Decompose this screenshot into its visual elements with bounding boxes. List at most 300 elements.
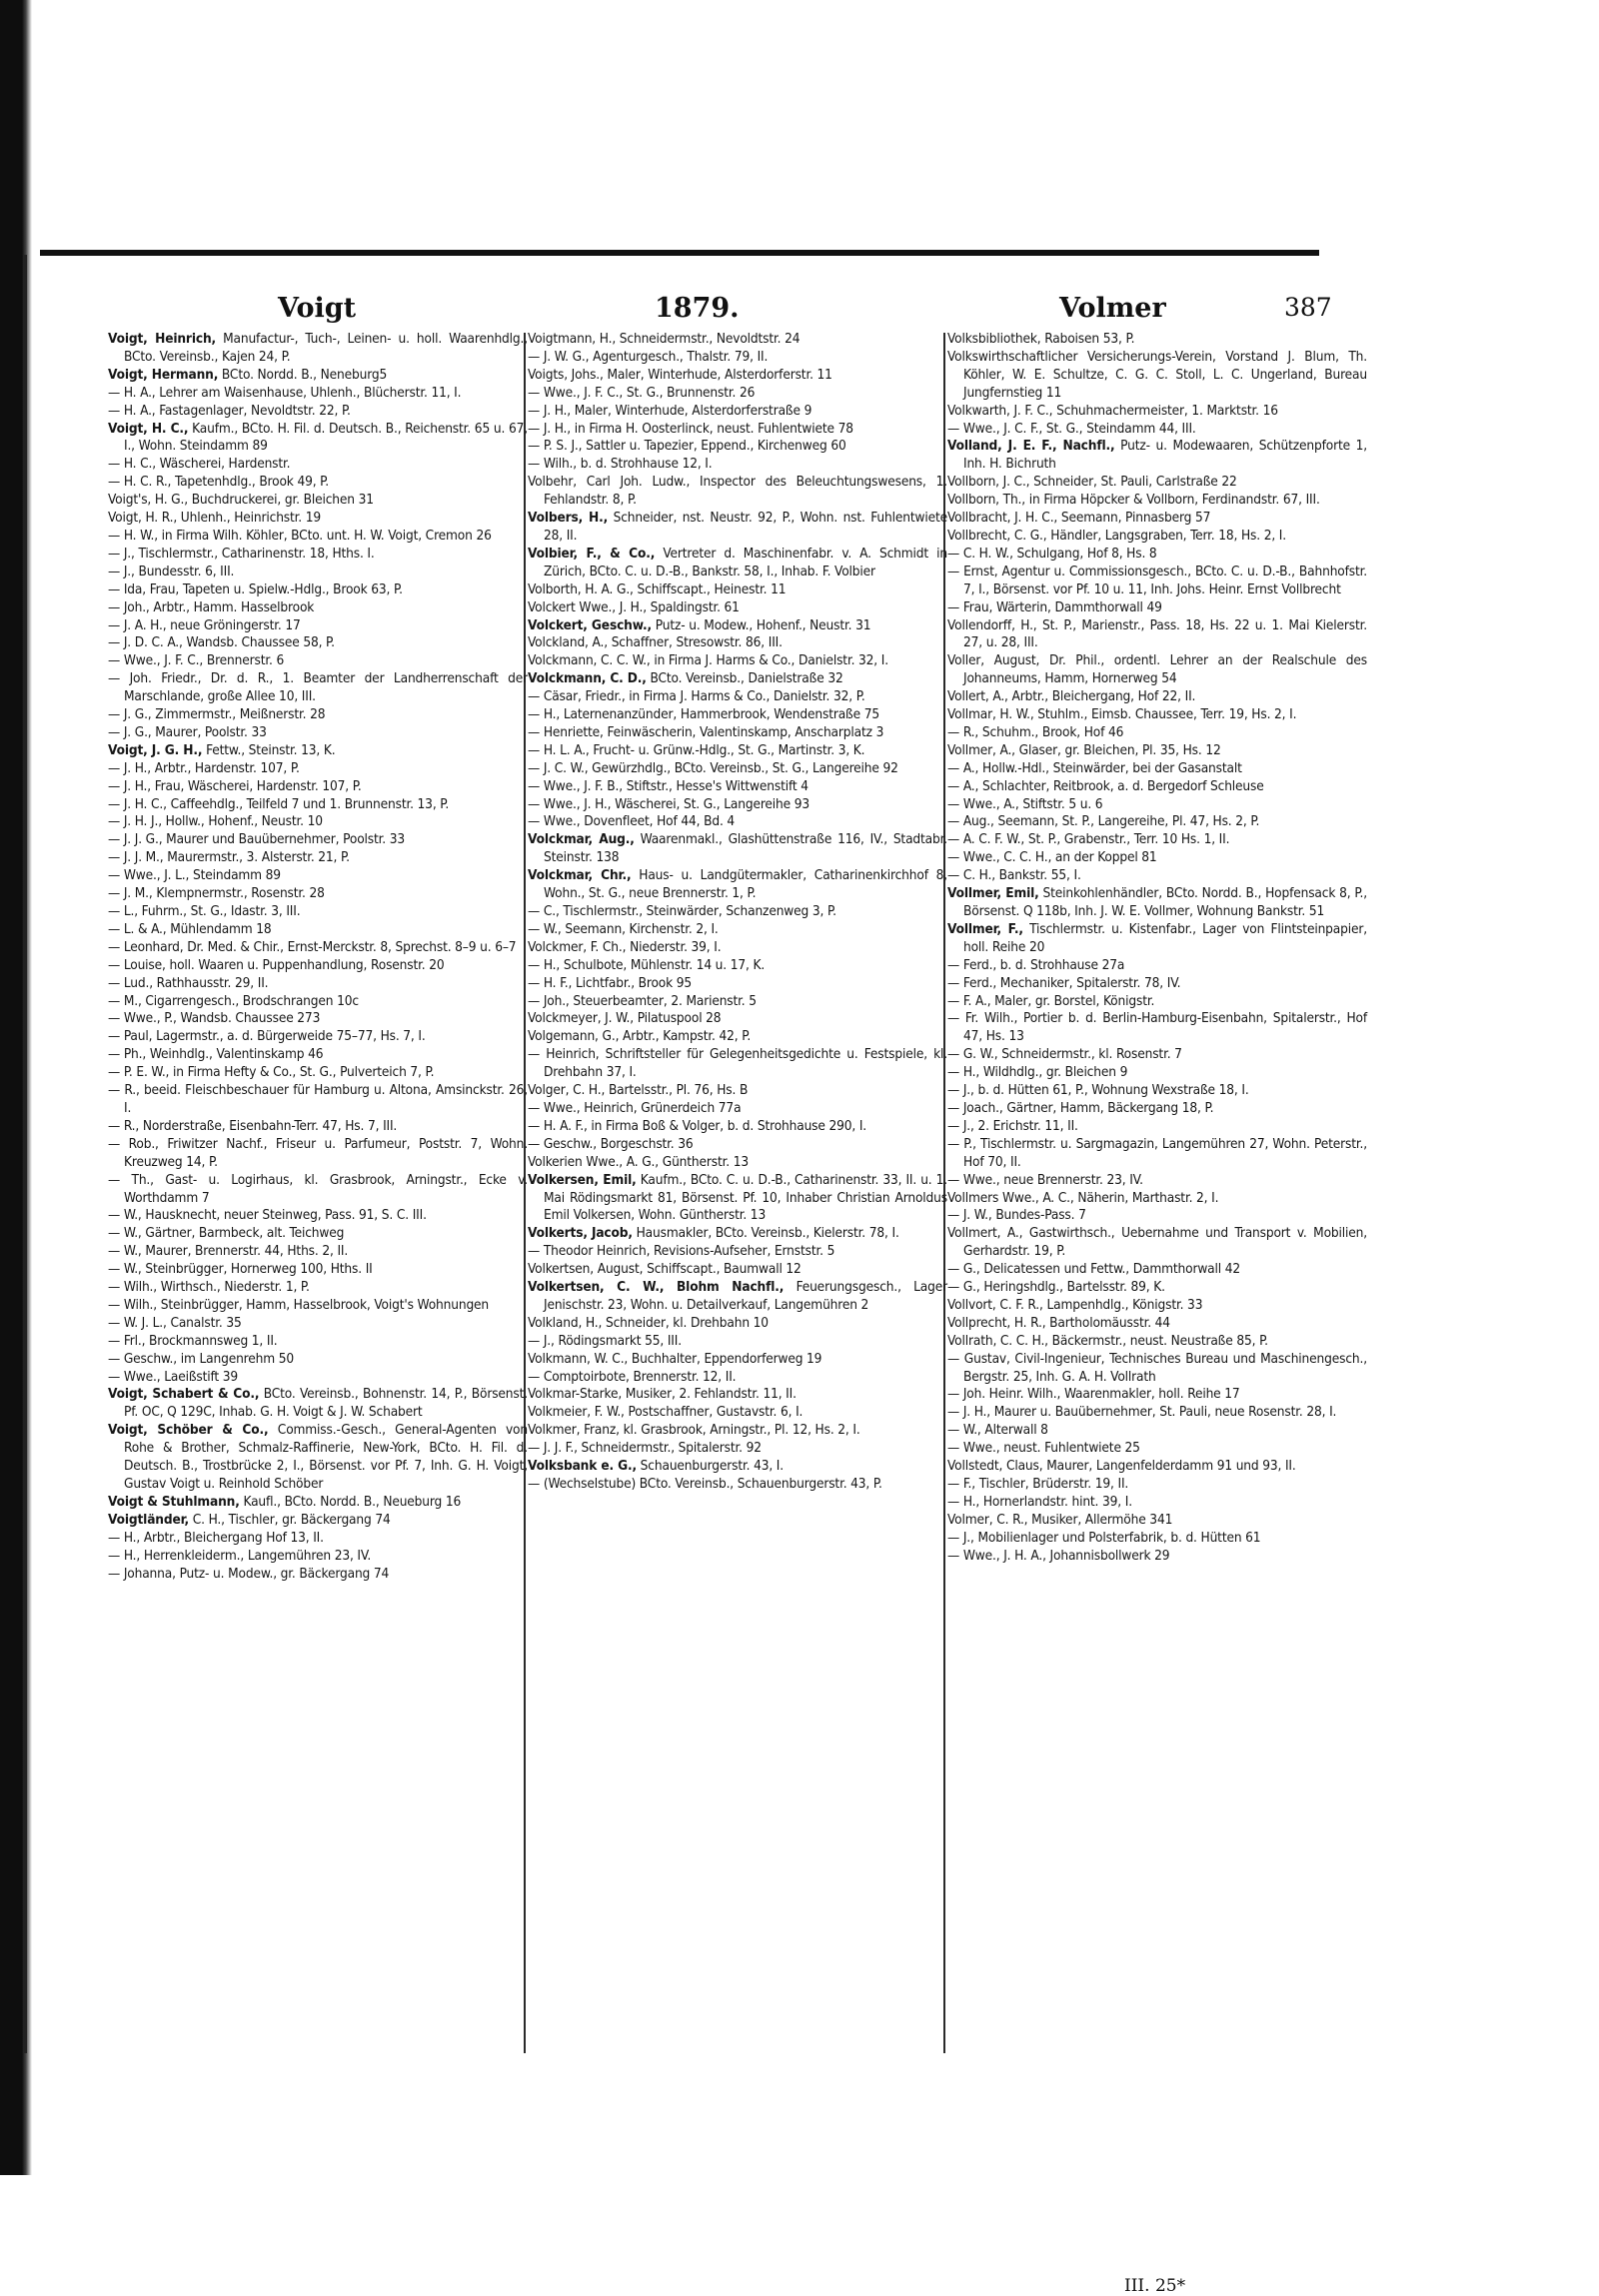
- entry-text: — Joach., Gärtner, Hamm, Bäckergang 18, P.: [947, 1099, 1214, 1116]
- entry-text: Volkmeier, F. W., Postschaffner, Gustavstr. 6, I.: [528, 1404, 803, 1421]
- entry-text: Kaufm., BCto. H. Fil. d. Deutsch. B., Reichenstr. 65 u. 67, I., Wohn. Steindamm 89: [124, 420, 528, 455]
- entry-text: Voigts, Johs., Maler, Winterhude, Alsterdorferstr. 11: [528, 366, 832, 383]
- entry-text: — Wwe., C. C. H., an der Koppel 81: [947, 849, 1157, 866]
- entry-text: — Geschw., Borgeschstr. 36: [528, 1135, 694, 1152]
- entry-text: C. H., Tischler, gr. Bäckergang 74: [189, 1511, 391, 1528]
- entry-text: — Wwe., J. H., Wäscherei, St. G., Langereihe 93: [528, 795, 810, 812]
- entry-name: Vollmer, F.,: [947, 920, 1023, 937]
- directory-entry: [108, 1046, 528, 1064]
- entry-text: BCto. Nordd. B., Neneburg5: [218, 366, 388, 383]
- directory-entry: [108, 1386, 528, 1422]
- entry-text: Hausmakler, BCto. Vereinsb., Kielerstr. 78, I.: [632, 1225, 899, 1242]
- directory-entry: [528, 1261, 947, 1279]
- directory-entry: [528, 599, 947, 617]
- directory-entry: [108, 831, 528, 849]
- directory-entry: [108, 1333, 528, 1351]
- entry-text: — J. H., Maler, Winterhude, Alsterdorferstraße 9: [528, 402, 812, 419]
- directory-entry: [947, 1422, 1367, 1440]
- entry-text: — H., Hornerlandstr. hint. 39, I.: [947, 1493, 1132, 1510]
- directory-entry: [947, 403, 1367, 421]
- entry-name: Voigt, Schabert & Co.,: [108, 1386, 260, 1403]
- directory-entry: [947, 546, 1367, 564]
- entry-text: — Joh., Arbtr., Hamm. Hasselbrook: [108, 598, 315, 615]
- directory-entry: [528, 1315, 947, 1333]
- entry-text: — P. S. J., Sattler u. Tapezier, Eppend., Kirchenweg 60: [528, 438, 846, 455]
- directory-page: [40, 258, 1554, 2296]
- entry-text: — Wwe., Heinrich, Grünerdeich 77a: [528, 1099, 742, 1116]
- directory-entry: [528, 367, 947, 385]
- entry-text: Volkmar-Starke, Musiker, 2. Fehlandstr. 11, II.: [528, 1386, 797, 1403]
- directory-entry: [528, 1351, 947, 1369]
- entry-name: Volbers, H.,: [528, 510, 609, 527]
- entry-text: — J. C. W., Gewürzhdlg., BCto. Vereinsb., St. G., Langereihe 92: [528, 759, 898, 776]
- directory-entry: [528, 546, 947, 581]
- directory-entry: [108, 796, 528, 814]
- directory-entry: [108, 331, 528, 367]
- directory-entry: [108, 403, 528, 421]
- entry-text: — J., Rödingsmarkt 55, III.: [528, 1332, 682, 1349]
- directory-entry: [947, 1440, 1367, 1458]
- entry-text: Voigtmann, H., Schneidermstr., Nevoldtstr. 24: [528, 331, 800, 347]
- directory-entry: [528, 1440, 947, 1458]
- entry-text: — Aug., Seemann, St. P., Langereihe, Pl. 47, Hs. 2, P.: [947, 813, 1260, 830]
- entry-text: — P., Tischlermstr. u. Sargmagazin, Langemühren 27, Wohn. Peterstr., Hof 70, II.: [947, 1135, 1367, 1170]
- directory-entry: [108, 742, 528, 760]
- entry-text: Volkmann, W. C., Buchhalter, Eppendorferweg 19: [528, 1350, 822, 1367]
- entry-text: — J., Mobilienlager und Polsterfabrik, b. d. Hütten 61: [947, 1529, 1261, 1546]
- entry-text: — Joh. Heinr. Wilh., Waarenmakler, holl. Reihe 17: [947, 1386, 1240, 1403]
- entry-text: — Wwe., J. F. C., St. G., Brunnenstr. 26: [528, 384, 756, 401]
- header-year: 1879.: [655, 293, 740, 324]
- entry-text: — H., Arbtr., Bleichergang Hof 13, II.: [108, 1529, 324, 1546]
- directory-entry: [947, 349, 1367, 403]
- directory-entry: [528, 581, 947, 599]
- entry-text: — Comptoirbote, Brennerstr. 12, II.: [528, 1368, 737, 1385]
- entry-text: — J., b. d. Hütten 61, P., Wohnung Wexstraße 18, I.: [947, 1082, 1249, 1099]
- entry-text: — J. J. G., Maurer und Bauübernehmer, Poolstr. 33: [108, 831, 405, 848]
- entry-name: Volkersen, Emil,: [528, 1171, 637, 1188]
- running-header: [40, 293, 1332, 333]
- directory-entry: [947, 1118, 1367, 1136]
- directory-entry: [108, 1297, 528, 1315]
- entry-text: Haus- u. Landgütermakler, Catharinenkirchhof 8, Wohn., St. G., neue Brennerstr. 1, P.: [544, 867, 947, 902]
- entry-text: — J., Tischlermstr., Catharinenstr. 18, Hths. I.: [108, 545, 375, 562]
- signature-mark: III. 25*: [1124, 2276, 1186, 2296]
- entry-text: — H. F., Lichtfabr., Brook 95: [528, 974, 693, 991]
- directory-entry: [947, 652, 1367, 688]
- directory-entry: [947, 921, 1367, 957]
- entry-text: — W., Hausknecht, neuer Steinweg, Pass. 91, S. C. III.: [108, 1207, 427, 1224]
- page-number: 387: [1284, 293, 1332, 322]
- entry-text: — H. L. A., Frucht- u. Grünw.-Hdlg., St. G., Martinstr. 3, K.: [528, 741, 865, 758]
- directory-entry: [108, 564, 528, 581]
- directory-entry: [947, 564, 1367, 599]
- directory-entry: [108, 510, 528, 528]
- entry-text: — H., Wildhdlg., gr. Bleichen 9: [947, 1064, 1128, 1081]
- entry-text: — Wwe., J. F. C., Brennerstr. 6: [108, 652, 285, 669]
- directory-entry: [947, 1261, 1367, 1279]
- entry-text: Schauenburgerstr. 43, I.: [636, 1458, 784, 1475]
- entry-text: — R., Schuhm., Brook, Hof 46: [947, 723, 1124, 740]
- entry-text: — G., Heringshdlg., Bartelsstr. 89, K.: [947, 1279, 1165, 1296]
- entry-text: — Joh. Friedr., Dr. d. R., 1. Beamter der Landherrenschaft der Marschlande, große Allee 10, III.: [108, 670, 528, 705]
- directory-entry: [947, 1404, 1367, 1422]
- entry-text: Volmer, C. R., Musiker, Allermöhe 341: [947, 1511, 1173, 1528]
- directory-entry: [947, 1190, 1367, 1208]
- entry-text: — A., Hollw.-Hdl., Steinwärder, bei der Gasanstalt: [947, 759, 1242, 776]
- directory-entry: [108, 1082, 528, 1118]
- entry-text: — Wwe., neust. Fuhlentwiete 25: [947, 1440, 1140, 1457]
- entry-name: Volbier, F., & Co.,: [528, 545, 656, 562]
- entry-text: Volksbibliothek, Raboisen 53, P.: [947, 331, 1135, 347]
- directory-entry: [108, 670, 528, 706]
- directory-entry: [947, 1351, 1367, 1387]
- directory-entry: [947, 688, 1367, 706]
- entry-text: Tischlermstr. u. Kistenfabr., Lager von Flintsteinpapier, holl. Reihe 20: [963, 920, 1367, 955]
- directory-entry: [947, 742, 1367, 760]
- directory-entry: [528, 831, 947, 867]
- directory-entry: [528, 331, 947, 349]
- directory-entry: [528, 760, 947, 778]
- entry-text: — H. A., Fastagenlager, Nevoldtstr. 22, P.: [108, 402, 351, 419]
- directory-entry: [528, 1172, 947, 1226]
- directory-entry: [947, 1315, 1367, 1333]
- entry-text: — G., Delicatessen und Fettw., Dammthorwall 42: [947, 1261, 1241, 1278]
- entry-text: — J., Bundesstr. 6, III.: [108, 563, 235, 579]
- directory-entry: [108, 921, 528, 939]
- entry-text: Fettw., Steinstr. 13, K.: [202, 741, 336, 758]
- directory-entry: [528, 796, 947, 814]
- directory-entry: [947, 724, 1367, 742]
- directory-entry: [108, 760, 528, 778]
- entry-text: — L., Fuhrm., St. G., Idastr. 3, III.: [108, 903, 301, 919]
- entry-text: — J. H., Maurer u. Bauübernehmer, St. Pauli, neue Rosenstr. 28, I.: [947, 1404, 1337, 1421]
- column-1: [108, 331, 528, 1583]
- directory-entry: [108, 1315, 528, 1333]
- entry-text: — Cäsar, Friedr., in Firma J. Harms & Co., Danielstr. 32, P.: [528, 688, 865, 705]
- directory-entry: [108, 456, 528, 474]
- entry-text: — H. C., Wäscherei, Hardenstr.: [108, 456, 291, 473]
- directory-entry: [528, 421, 947, 439]
- entry-name: Vollmer, Emil,: [947, 885, 1039, 902]
- entry-text: Commiss.-Gesch., General-Agenten von Rohe & Brother, Schmalz-Raffinerie, New-York, BCto. H. Fil. d. Deutsch. B., Trostbrücke 2, I., Börsenst. vor Pf. 7, Inh. G. H. Voigt, Gustav Voigt u. Reinhold Schöber: [124, 1422, 528, 1492]
- directory-entry: [108, 492, 528, 510]
- directory-entry: [108, 385, 528, 403]
- directory-entry: [108, 634, 528, 652]
- entry-name: Voigt, J. G. H.,: [108, 741, 203, 758]
- entry-text: — Fr. Wilh., Portier b. d. Berlin-Hamburg-Eisenbahn, Spitalerstr., Hof 47, Hs. 13: [947, 1010, 1367, 1045]
- directory-entry: [108, 1548, 528, 1566]
- directory-entry: [528, 688, 947, 706]
- directory-entry: [528, 867, 947, 903]
- entry-text: Vollendorff, H., St. P., Marienstr., Pass. 18, Hs. 22 u. 1. Mai Kielerstr. 27, u. 28, III.: [947, 616, 1367, 651]
- directory-entry: [108, 1136, 528, 1172]
- entry-text: — H., Herrenkleiderm., Langemühren 23, IV.: [108, 1547, 372, 1564]
- directory-entry: [108, 885, 528, 903]
- entry-text: — J. G., Zimmermstr., Meißnerstr. 28: [108, 706, 326, 723]
- directory-entry: [528, 1369, 947, 1387]
- entry-text: Vollert, A., Arbtr., Bleichergang, Hof 22, II.: [947, 688, 1196, 705]
- directory-entry: [947, 1172, 1367, 1190]
- directory-entry: [528, 903, 947, 921]
- entry-text: — C. H. W., Schulgang, Hof 8, Hs. 8: [947, 545, 1157, 562]
- entry-text: — Wwe., neue Brennerstr. 23, IV.: [947, 1171, 1143, 1188]
- entry-text: — H., Laternenanzünder, Hammerbrook, Wendenstraße 75: [528, 706, 879, 723]
- directory-entry: [528, 1279, 947, 1315]
- entry-text: Vertreter d. Maschinenfabr. v. A. Schmidt in Zürich, BCto. C. u. D.-B., Bankstr. 58, I., Inhab. F. Volbier: [544, 545, 947, 579]
- entry-text: Volckmer, F. Ch., Niederstr. 39, I.: [528, 938, 722, 955]
- entry-name: Volland, J. E. F., Nachfl.,: [947, 438, 1115, 455]
- directory-entry: [108, 975, 528, 993]
- directory-entry: [947, 599, 1367, 617]
- entry-text: — W., Steinbrügger, Hornerweg 100, Hths. II: [108, 1261, 373, 1278]
- directory-entry: [108, 1172, 528, 1208]
- directory-entry: [108, 724, 528, 742]
- entry-text: — Paul, Lagermstr., a. d. Bürgerweide 75–77, Hs. 7, I.: [108, 1028, 426, 1045]
- entry-text: — L. & A., Mühlendamm 18: [108, 920, 272, 937]
- entry-text: BCto. Vereinsb., Bohnenstr. 14, P., Börsenst. Pf. OC, Q 129C, Inhab. G. H. Voigt & J. W. Schabert: [124, 1386, 528, 1421]
- directory-entry: [528, 438, 947, 456]
- directory-entry: [528, 349, 947, 367]
- entry-text: — J. M., Klempnermstr., Rosenstr. 28: [108, 885, 325, 902]
- entry-name: Voigtländer,: [108, 1511, 189, 1528]
- directory-entry: [528, 1386, 947, 1404]
- directory-entry: [108, 599, 528, 617]
- directory-entry: [108, 813, 528, 831]
- entry-text: Vollstedt, Claus, Maurer, Langenfelderdamm 91 und 93, II.: [947, 1458, 1296, 1475]
- entry-text: Kaufm., BCto. C. u. D.-B., Catharinenstr. 33, II. u. 1. Mai Rödingsmarkt 81, Börsenst. Pf. 10, Inhaber Christian Arnoldus Emil Volkersen, Wohn. Güntherstr. 13: [544, 1171, 947, 1224]
- directory-entry: [947, 993, 1367, 1011]
- directory-entry: [108, 993, 528, 1011]
- entry-text: — M., Cigarrengesch., Brodschrangen 10c: [108, 992, 359, 1009]
- directory-entry: [528, 617, 947, 635]
- entry-text: Vollborn, J. C., Schneider, St. Pauli, Carlstraße 22: [947, 474, 1237, 491]
- directory-entry: [947, 1046, 1367, 1064]
- directory-entry: [528, 742, 947, 760]
- directory-entry: [528, 1028, 947, 1046]
- directory-entry: [108, 939, 528, 957]
- entry-text: Volckert Wwe., J. H., Spaldingstr. 61: [528, 598, 740, 615]
- directory-entry: [947, 1100, 1367, 1118]
- directory-entry: [528, 957, 947, 975]
- directory-entry: [528, 993, 947, 1011]
- directory-entry: [528, 813, 947, 831]
- entry-text: — J., 2. Erichstr. 11, II.: [947, 1117, 1078, 1134]
- book-gutter: [0, 0, 32, 2175]
- entry-name: Volkerts, Jacob,: [528, 1225, 633, 1242]
- entry-text: Voigt's, H. G., Buchdruckerei, gr. Bleichen 31: [108, 492, 374, 509]
- directory-entry: [108, 581, 528, 599]
- directory-entry: [947, 867, 1367, 885]
- entry-text: Feuerungsgesch., Lager Jenischstr. 23, Wohn. u. Detailverkauf, Langemühren 2: [544, 1279, 947, 1313]
- entry-text: — F. A., Maler, gr. Borstel, Königstr.: [947, 992, 1155, 1009]
- directory-entry: [108, 1422, 528, 1494]
- entry-text: — J. H., Arbtr., Hardenstr. 107, P.: [108, 759, 300, 776]
- directory-entry: [947, 1548, 1367, 1566]
- entry-text: — H. A. F., in Firma Boß & Volger, b. d. Strohhause 290, I.: [528, 1117, 867, 1134]
- entry-text: — Leonhard, Dr. Med. & Chir., Ernst-Merckstr. 8, Sprechst. 8–9 u. 6–7: [108, 938, 517, 955]
- entry-text: — Frau, Wärterin, Dammthorwall 49: [947, 598, 1162, 615]
- directory-entry: [947, 1512, 1367, 1530]
- entry-text: Kaufl., BCto. Nordd. B., Neueburg 16: [239, 1493, 462, 1510]
- entry-text: — Ernst, Agentur u. Commissionsgesch., BCto. C. u. D.-B., Bahnhofstr. 7, I., Börsenst. vor Pf. 10 u. 11, Inh. Johs. Heinr. Ernst Vollbrecht: [947, 563, 1367, 597]
- entry-text: — J. D. C. A., Wandsb. Chaussee 58, P.: [108, 634, 335, 651]
- entry-text: — Ferd., b. d. Strohhause 27a: [947, 956, 1125, 973]
- directory-entry: [947, 1530, 1367, 1548]
- directory-entry: [528, 1100, 947, 1118]
- entry-name: Volckmar, Aug.,: [528, 831, 635, 848]
- entry-text: Volckmeyer, J. W., Pilatuspool 28: [528, 1010, 722, 1027]
- directory-entry: [528, 939, 947, 957]
- entry-text: Schneider, nst. Neustr. 92, P., Wohn. nst. Fuhlentwiete 28, II.: [544, 510, 947, 544]
- entry-text: — H. W., in Firma Wilh. Köhler, BCto. unt. H. W. Voigt, Cremon 26: [108, 527, 492, 544]
- entry-text: Vollrath, C. C. H., Bäckermstr., neust. Neustraße 85, P.: [947, 1332, 1268, 1349]
- directory-entry: [108, 1369, 528, 1387]
- entry-name: Voigt, Hermann,: [108, 366, 219, 383]
- entry-text: — W., Alterwall 8: [947, 1422, 1048, 1439]
- directory-entry: [947, 438, 1367, 474]
- directory-entry: [108, 1028, 528, 1046]
- directory-entry: [528, 1154, 947, 1172]
- entry-text: Volborth, H. A. G., Schiffscapt., Heinestr. 11: [528, 580, 787, 597]
- directory-entry: [947, 885, 1367, 921]
- entry-text: — A. C. F. W., St. P., Grabenstr., Terr. 10 Hs. 1, II.: [947, 831, 1230, 848]
- directory-entry: [528, 1046, 947, 1082]
- directory-entry: [528, 1010, 947, 1028]
- directory-entry: [528, 652, 947, 670]
- directory-entry: [108, 1243, 528, 1261]
- entry-text: — H. A., Lehrer am Waisenhause, Uhlenh., Blücherstr. 11, I.: [108, 384, 462, 401]
- entry-text: Voller, August, Dr. Phil., ordentl. Lehrer an der Realschule des Johanneums, Hamm, Hornerweg 54: [947, 652, 1367, 687]
- directory-entry: [108, 1207, 528, 1225]
- directory-entry: [947, 778, 1367, 796]
- entry-name: Voigt, Schöber & Co.,: [108, 1422, 269, 1439]
- entry-name: Volksbank e. G.,: [528, 1458, 637, 1475]
- header-right-word: Volmer: [1059, 293, 1166, 324]
- entry-text: — Ph., Weinhdlg., Valentinskamp 46: [108, 1046, 324, 1063]
- directory-entry: [528, 724, 947, 742]
- column-3: [947, 331, 1367, 1566]
- entry-name: Voigt & Stuhlmann,: [108, 1493, 240, 1510]
- entry-text: Volger, C. H., Bartelsstr., Pl. 76, Hs. B: [528, 1082, 749, 1099]
- entry-text: — Geschw., im Langenrehm 50: [108, 1350, 294, 1367]
- directory-entry: [528, 1225, 947, 1243]
- directory-entry: [108, 652, 528, 670]
- directory-entry: [108, 474, 528, 492]
- entry-text: — Johanna, Putz- u. Modew., gr. Bäckergang 74: [108, 1565, 390, 1582]
- directory-entry: [108, 778, 528, 796]
- entry-text: — Wwe., Dovenfleet, Hof 44, Bd. 4: [528, 813, 736, 830]
- entry-text: — R., Norderstraße, Eisenbahn-Terr. 47, Hs. 7, III.: [108, 1117, 398, 1134]
- entry-text: — Ida, Frau, Tapeten u. Spielw.-Hdlg., Brook 63, P.: [108, 580, 403, 597]
- directory-entry: [528, 1333, 947, 1351]
- entry-text: — R., beeid. Fleischbeschauer für Hamburg u. Altona, Amsinckstr. 26, I.: [108, 1082, 528, 1116]
- directory-entry: [947, 813, 1367, 831]
- directory-entry: [947, 528, 1367, 546]
- directory-entry: [528, 1404, 947, 1422]
- directory-entry: [528, 1082, 947, 1100]
- directory-entry: [108, 367, 528, 385]
- entry-text: — Wwe., Laeißstift 39: [108, 1368, 239, 1385]
- directory-entry: [528, 1118, 947, 1136]
- entry-text: — J. H., in Firma H. Oosterlinck, neust. Fuhlentwiete 78: [528, 420, 853, 437]
- entry-text: — Wwe., P., Wandsb. Chaussee 273: [108, 1010, 321, 1027]
- directory-entry: [947, 1279, 1367, 1297]
- entry-text: Vollbrecht, C. G., Händler, Langsgraben, Terr. 18, Hs. 2, I.: [947, 527, 1286, 544]
- entry-text: — P. E. W., in Firma Hefty & Co., St. G., Pulverteich 7, P.: [108, 1064, 435, 1081]
- directory-entry: [528, 670, 947, 688]
- directory-entry: [108, 867, 528, 885]
- entry-text: Vollmer, A., Glaser, gr. Bleichen, Pl. 35, Hs. 12: [947, 741, 1221, 758]
- entry-text: — J. H. C., Caffeehdlg., Teilfeld 7 und 1. Brunnenstr. 13, P.: [108, 795, 450, 812]
- directory-entry: [947, 474, 1367, 492]
- entry-text: — J. H., Frau, Wäscherei, Hardenstr. 107, P.: [108, 777, 362, 794]
- entry-text: BCto. Vereinsb., Danielstraße 32: [646, 670, 843, 687]
- directory-entry: [528, 385, 947, 403]
- entry-name: Volkertsen, C. W., Blohm Nachfl.,: [528, 1279, 785, 1296]
- header-left-word: Voigt: [278, 293, 357, 324]
- entry-text: — Joh., Steuerbeamter, 2. Marienstr. 5: [528, 992, 757, 1009]
- entry-text: Vollmar, H. W., Stuhlm., Eimsb. Chaussee, Terr. 19, Hs. 2, I.: [947, 706, 1297, 723]
- directory-entry: [108, 1261, 528, 1279]
- entry-text: Putz- u. Modew., Hohenf., Neustr. 31: [652, 616, 871, 633]
- directory-entry: [528, 456, 947, 474]
- entry-text: — Wilh., b. d. Strohhause 12, I.: [528, 456, 713, 473]
- directory-entry: [108, 1512, 528, 1530]
- directory-entry: [108, 1279, 528, 1297]
- directory-entry: [947, 1010, 1367, 1046]
- entry-text: Volkswirthschaftlicher Versicherungs-Verein, Vorstand J. Blum, Th. Köhler, W. E. Schultze, C. G. C. Stoll, L. C. Ungerland, Bureau Jungfernstieg 11: [947, 348, 1367, 401]
- directory-entry: [947, 421, 1367, 439]
- directory-entry: [528, 403, 947, 421]
- entry-text: — A., Schlachter, Reitbrook, a. d. Bergedorf Schleuse: [947, 777, 1264, 794]
- directory-entry: [947, 796, 1367, 814]
- directory-entry: [947, 1386, 1367, 1404]
- directory-entry: [947, 1136, 1367, 1172]
- directory-entry: [947, 1297, 1367, 1315]
- directory-entry: [947, 1082, 1367, 1100]
- entry-text: — H., Schulbote, Mühlenstr. 14 u. 17, K.: [528, 956, 766, 973]
- directory-entry: [947, 331, 1367, 349]
- entry-text: — Lud., Rathhausstr. 29, II.: [108, 974, 269, 991]
- entry-text: Volbehr, Carl Joh. Ludw., Inspector des Beleuchtungswesens, 1. Fehlandstr. 8, P.: [528, 474, 947, 509]
- directory-entry: [528, 474, 947, 510]
- entry-text: — Heinrich, Schriftsteller für Gelegenheitsgedichte u. Festspiele, kl. Drehbahn 37, I.: [528, 1046, 947, 1081]
- directory-entry: [528, 778, 947, 796]
- page-top-edge: [40, 250, 1319, 256]
- entry-text: Steinkohlenhändler, BCto. Nordd. B., Hopfensack 8, P., Börsenst. Q 118b, Inh. J. W. E. Vollmer, Wohnung Bankstr. 51: [963, 885, 1367, 919]
- entry-text: Volkerien Wwe., A. G., Güntherstr. 13: [528, 1153, 749, 1170]
- entry-text: Vollmers Wwe., A. C., Näherin, Marthastr. 2, I.: [947, 1189, 1219, 1206]
- directory-entry: [108, 1566, 528, 1584]
- directory-entry: [108, 421, 528, 457]
- directory-entry: [108, 1064, 528, 1082]
- entry-text: — F., Tischler, Brüderstr. 19, II.: [947, 1476, 1129, 1492]
- directory-entry: [947, 706, 1367, 724]
- column-2: [528, 331, 947, 1494]
- entry-text: — Wwe., J. F. B., Stiftstr., Hesse's Wittwenstift 4: [528, 777, 808, 794]
- directory-entry: [108, 1010, 528, 1028]
- entry-text: Volgemann, G., Arbtr., Kampstr. 42, P.: [528, 1028, 752, 1045]
- directory-entry: [947, 1064, 1367, 1082]
- entry-text: — Ferd., Mechaniker, Spitalerstr. 78, IV.: [947, 974, 1181, 991]
- entry-text: — J. G., Maurer, Poolstr. 33: [108, 723, 267, 740]
- directory-entry: [947, 1207, 1367, 1225]
- directory-entry: [108, 1494, 528, 1512]
- directory-entry: [108, 617, 528, 635]
- directory-entry: [108, 546, 528, 564]
- directory-entry: [108, 1530, 528, 1548]
